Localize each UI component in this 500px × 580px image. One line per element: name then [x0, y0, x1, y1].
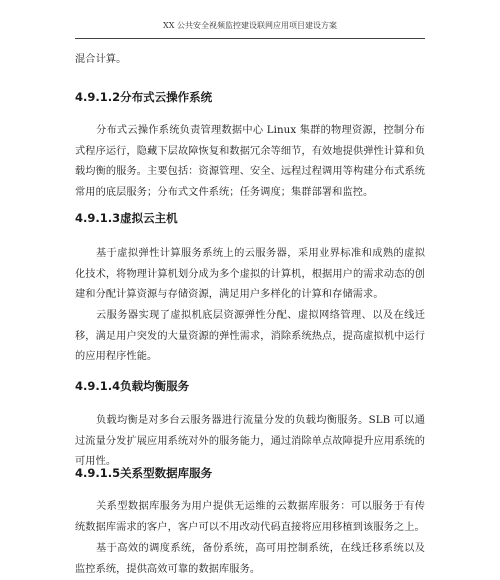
paragraph-distributed-os: 分布式云操作系统负责管理数据中心 Linux 集群的物理资源，控制分布式程序运行，隐藏下层故障恢复和数据冗余等细节，有效地提供弹性计算和负载均衡的服务。主要包括：资源管理、安全、远程过程调用等构建分布式系统常用的底层服务；分布式文件系统；任务调度；集群部署和监控。 [75, 125, 425, 198]
header-divider [75, 38, 425, 39]
paragraph-virtual-host-1: 基于虚拟弹性计算服务系统上的云服务器，采用业界标准和成熟的虚拟化技术，将物理计算机划分成为多个虚拟的计算机，根据用户的需求动态的创建和分配计算资源与存储资源，满足用户多样化的计算和存储需求。 [75, 248, 425, 300]
paragraph-rds-1: 关系型数据库服务为用户提供无运维的云数据库服务：可以服务于有传统数据库需求的客户，客户可以不用改动代码直接将应用移植到该服务之上。 [75, 501, 425, 533]
top-fragment: 混合计算。 [75, 54, 127, 65]
section-heading-4-9-1-2: 4.9.1.2分布式云操作系统 [75, 90, 213, 104]
section-heading-4-9-1-5: 4.9.1.5关系型数据库服务 [75, 466, 213, 480]
paragraph-rds-2: 基于高效的调度系统，备份系统，高可用控制系统，在线迁移系统以及监控系统，提供高效可靠的数据库服务。 [75, 543, 425, 575]
paragraph-load-balancing: 负载均衡是对多台云服务器进行流量分发的负载均衡服务。SLB 可以通过流量分发扩展应用系统对外的服务能力，通过消除单点故障提升应用系统的可用性。 [75, 415, 425, 467]
section-heading-4-9-1-3: 4.9.1.3虚拟云主机 [75, 211, 178, 225]
paragraph-virtual-host-2: 云服务器实现了虚拟机底层资源弹性分配、虚拟网络管理、以及在线迁移，满足用户突发的大量资源的弹性需求，消除系统热点，提高虚拟机中运行的应用程序性能。 [75, 310, 425, 362]
page-header: XX 公共安全视频监控建设联网应用项目建设方案 [163, 21, 337, 30]
section-heading-4-9-1-4: 4.9.1.4负载均衡服务 [75, 379, 190, 393]
